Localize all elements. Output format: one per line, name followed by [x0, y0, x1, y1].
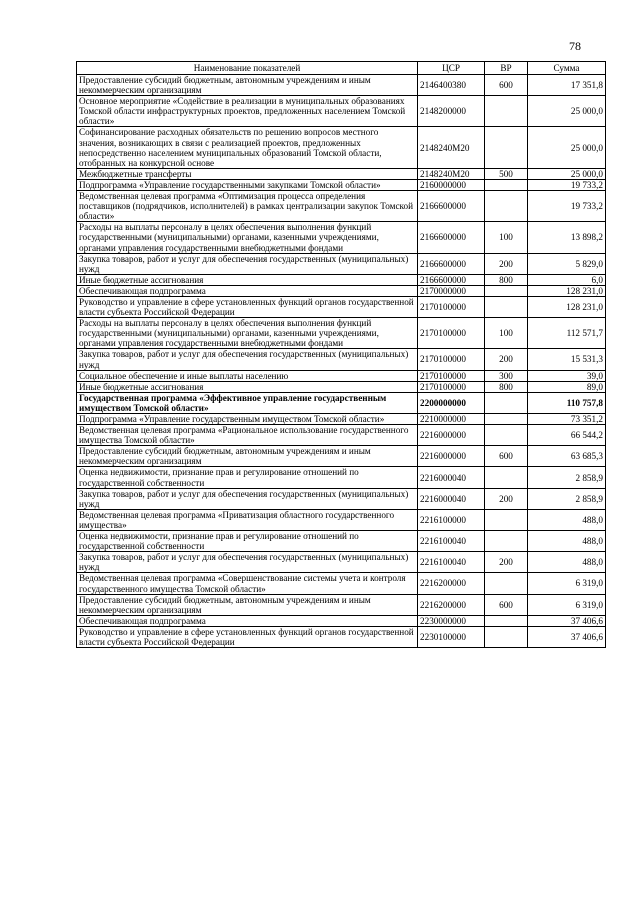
cell-vr: [485, 531, 528, 552]
cell-csr: 2216000000: [418, 446, 485, 467]
table-row: [77, 392, 606, 413]
cell-name: Ведомственная целевая программа «Рациональное использование государственного имущества Томской области»: [77, 425, 418, 446]
cell-name: Руководство и управление в сфере установленных функций органов государственной власти субъекта Российской Федерации: [77, 626, 418, 647]
header-csr: ЦСР: [418, 62, 485, 75]
cell-sum: 488,0: [528, 509, 606, 530]
cell-vr: [485, 191, 528, 222]
cell-csr: 2216000040: [418, 467, 485, 488]
cell-sum: 128 231,0: [528, 296, 606, 317]
cell-csr: 2146400380: [418, 75, 485, 96]
cell-csr: 2170100000: [418, 370, 485, 381]
cell-name: Предоставление субсидий бюджетным, автономным учреждениям и иным некоммерческим организациям: [77, 75, 418, 96]
cell-sum: 112 571,7: [528, 318, 606, 349]
table-row: [77, 75, 606, 96]
cell-vr: 300: [485, 370, 528, 381]
budget-table: [76, 61, 606, 648]
cell-vr: [485, 414, 528, 425]
cell-csr: 2216200000: [418, 573, 485, 594]
table-row: [77, 179, 606, 190]
cell-sum: 110 757,8: [528, 392, 606, 413]
cell-sum: 39,0: [528, 370, 606, 381]
cell-vr: 100: [485, 318, 528, 349]
table-row: [77, 370, 606, 381]
cell-csr: 2148240М20: [418, 168, 485, 179]
cell-csr: 2216100040: [418, 531, 485, 552]
cell-name: Ведомственная целевая программа «Совершенствование системы учета и контроля государственного имущества Томской области»: [77, 573, 418, 594]
table-row: [77, 349, 606, 370]
table-row: [77, 168, 606, 179]
cell-name: Закупка товаров, работ и услуг для обеспечения государственных (муниципальных) нужд: [77, 488, 418, 509]
cell-csr: 2216000040: [418, 488, 485, 509]
cell-csr: 2200000000: [418, 392, 485, 413]
cell-csr: 2160000000: [418, 179, 485, 190]
table-row: [77, 626, 606, 647]
cell-vr: [485, 296, 528, 317]
table-row: [77, 253, 606, 274]
cell-name: Подпрограмма «Управление государственным имуществом Томской области»: [77, 414, 418, 425]
cell-sum: 2 858,9: [528, 467, 606, 488]
cell-vr: 500: [485, 168, 528, 179]
cell-vr: [485, 127, 528, 168]
cell-name: Руководство и управление в сфере установленных функций органов государственной власти субъекта Российской Федерации: [77, 296, 418, 317]
cell-name: Закупка товаров, работ и услуг для обеспечения государственных (муниципальных) нужд: [77, 552, 418, 573]
cell-sum: 19 733,2: [528, 191, 606, 222]
cell-csr: 2170100000: [418, 349, 485, 370]
cell-sum: 128 231,0: [528, 285, 606, 296]
cell-sum: 6,0: [528, 274, 606, 285]
cell-vr: 800: [485, 381, 528, 392]
cell-name: Иные бюджетные ассигнования: [77, 381, 418, 392]
cell-csr: 2166600000: [418, 274, 485, 285]
table-row: [77, 274, 606, 285]
cell-csr: 2230100000: [418, 626, 485, 647]
cell-csr: 2216100000: [418, 509, 485, 530]
cell-sum: 63 685,3: [528, 446, 606, 467]
table-header-row: [77, 62, 606, 75]
cell-vr: [485, 509, 528, 530]
table-row: [77, 552, 606, 573]
table-row: [77, 467, 606, 488]
cell-name: Государственная программа «Эффективное управление государственным имуществом Томской области»: [77, 392, 418, 413]
cell-vr: 600: [485, 446, 528, 467]
cell-csr: 2210000000: [418, 414, 485, 425]
table-row: [77, 414, 606, 425]
cell-csr: 2216000000: [418, 425, 485, 446]
table-row: [77, 318, 606, 349]
cell-csr: 2166600000: [418, 191, 485, 222]
cell-sum: 17 351,8: [528, 75, 606, 96]
cell-vr: 800: [485, 274, 528, 285]
table-row: [77, 594, 606, 615]
table-row: [77, 381, 606, 392]
cell-name: Предоставление субсидий бюджетным, автономным учреждениям и иным некоммерческим организациям: [77, 446, 418, 467]
cell-name: Межбюджетные трансферты: [77, 168, 418, 179]
cell-name: Иные бюджетные ассигнования: [77, 274, 418, 285]
cell-name: Ведомственная целевая программа «Оптимизация процесса определения поставщиков (подрядчиков, исполнителей) в рамках централизации закупок Томской области»: [77, 191, 418, 222]
cell-vr: 200: [485, 488, 528, 509]
table-row: [77, 191, 606, 222]
cell-csr: 2170000000: [418, 285, 485, 296]
cell-name: Софинансирование расходных обязательств по решению вопросов местного значения, возникающих в связи с реализацией проектов, предложенных непосредственно населением муниципальных образований Томской области, отобранных на конкурсной основе: [77, 127, 418, 168]
cell-name: Закупка товаров, работ и услуг для обеспечения государственных (муниципальных) нужд: [77, 253, 418, 274]
table-row: [77, 425, 606, 446]
cell-name: Оценка недвижимости, признание прав и регулирование отношений по государственной собственности: [77, 467, 418, 488]
cell-sum: 25 000,0: [528, 127, 606, 168]
cell-csr: 2148200000: [418, 96, 485, 127]
table-row: [77, 127, 606, 168]
cell-name: Ведомственная целевая программа «Приватизация областного государственного имущества»: [77, 509, 418, 530]
page-number: 78: [569, 39, 581, 53]
cell-sum: 13 898,2: [528, 222, 606, 253]
cell-csr: 2170100000: [418, 381, 485, 392]
cell-csr: 2170100000: [418, 318, 485, 349]
cell-sum: 488,0: [528, 531, 606, 552]
cell-name: Основное мероприятие «Содействие в реализации в муниципальных образованиях Томской области инфраструктурных проектов, предложенных населением Томской области»: [77, 96, 418, 127]
header-name: Наименование показателей: [77, 62, 418, 75]
cell-vr: 600: [485, 75, 528, 96]
cell-vr: [485, 615, 528, 626]
cell-vr: [485, 392, 528, 413]
cell-csr: 2216100040: [418, 552, 485, 573]
cell-vr: [485, 573, 528, 594]
cell-vr: 100: [485, 222, 528, 253]
table-body: [77, 75, 606, 648]
table-row: [77, 615, 606, 626]
cell-csr: 2148240М20: [418, 127, 485, 168]
cell-sum: 2 858,9: [528, 488, 606, 509]
cell-vr: 200: [485, 349, 528, 370]
cell-name: Оценка недвижимости, признание прав и регулирование отношений по государственной собственности: [77, 531, 418, 552]
cell-csr: 2216200000: [418, 594, 485, 615]
cell-vr: 200: [485, 253, 528, 274]
cell-sum: 488,0: [528, 552, 606, 573]
cell-name: Закупка товаров, работ и услуг для обеспечения государственных (муниципальных) нужд: [77, 349, 418, 370]
table-row: [77, 531, 606, 552]
cell-csr: 2166600000: [418, 253, 485, 274]
cell-sum: 15 531,3: [528, 349, 606, 370]
table-row: [77, 285, 606, 296]
cell-sum: 37 406,6: [528, 615, 606, 626]
cell-vr: [485, 285, 528, 296]
cell-vr: [485, 96, 528, 127]
cell-sum: 89,0: [528, 381, 606, 392]
cell-sum: 66 544,2: [528, 425, 606, 446]
cell-vr: 200: [485, 552, 528, 573]
cell-sum: 73 351,2: [528, 414, 606, 425]
cell-csr: 2166600000: [418, 222, 485, 253]
cell-vr: [485, 425, 528, 446]
table-row: [77, 488, 606, 509]
table-row: [77, 96, 606, 127]
header-sum: Сумма: [528, 62, 606, 75]
table-row: [77, 573, 606, 594]
cell-vr: [485, 467, 528, 488]
cell-sum: 25 000,0: [528, 168, 606, 179]
cell-csr: 2230000000: [418, 615, 485, 626]
cell-name: Расходы на выплаты персоналу в целях обеспечения выполнения функций государственными (муниципальными) органами, казенными учреждениями, органами управления государственными внебюджетными фондами: [77, 222, 418, 253]
cell-name: Расходы на выплаты персоналу в целях обеспечения выполнения функций государственными (муниципальными) органами, казенными учреждениями, органами управления государственными внебюджетными фондами: [77, 318, 418, 349]
cell-name: Социальное обеспечение и иные выплаты населению: [77, 370, 418, 381]
cell-sum: 25 000,0: [528, 96, 606, 127]
cell-sum: 6 319,0: [528, 573, 606, 594]
table-row: [77, 222, 606, 253]
cell-sum: 5 829,0: [528, 253, 606, 274]
cell-name: Обеспечивающая подпрограмма: [77, 285, 418, 296]
table-row: [77, 296, 606, 317]
cell-vr: [485, 179, 528, 190]
header-vr: ВР: [485, 62, 528, 75]
table-row: [77, 446, 606, 467]
cell-name: Предоставление субсидий бюджетным, автономным учреждениям и иным некоммерческим организациям: [77, 594, 418, 615]
cell-sum: 37 406,6: [528, 626, 606, 647]
cell-name: Подпрограмма «Управление государственными закупками Томской области»: [77, 179, 418, 190]
cell-sum: 19 733,2: [528, 179, 606, 190]
cell-vr: 600: [485, 594, 528, 615]
cell-csr: 2170100000: [418, 296, 485, 317]
table-row: [77, 509, 606, 530]
cell-vr: [485, 626, 528, 647]
cell-name: Обеспечивающая подпрограмма: [77, 615, 418, 626]
cell-sum: 6 319,0: [528, 594, 606, 615]
